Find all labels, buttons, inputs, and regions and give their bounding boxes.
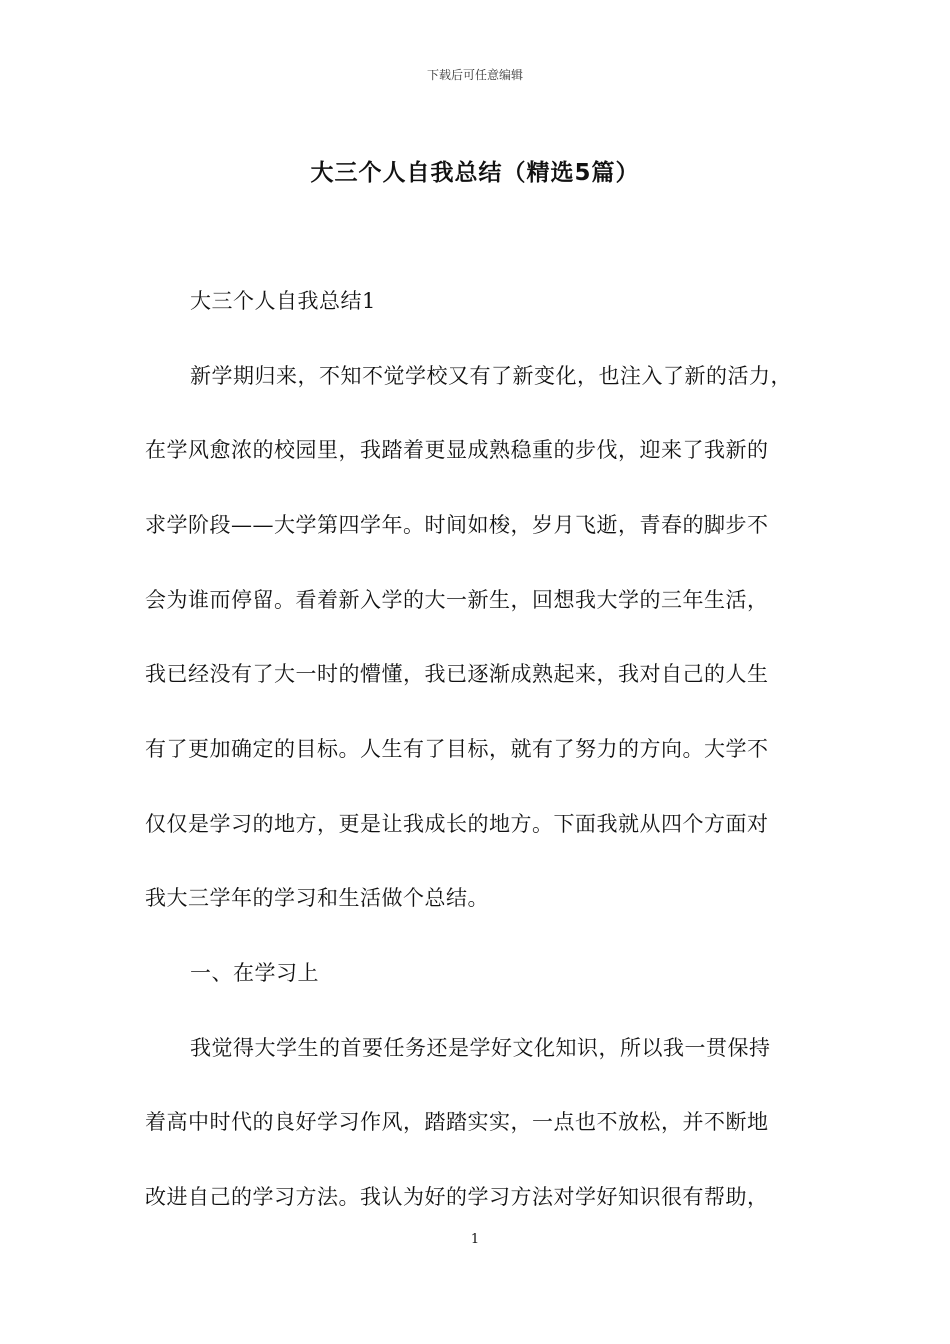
paragraph-line: 在学风愈浓的校园里，我踏着更显成熟稳重的步伐，迎来了我新的 xyxy=(145,438,769,462)
paragraph-line: 求学阶段——大学第四学年。时间如梭，岁月飞逝，青春的脚步不 xyxy=(145,513,769,537)
subsection-heading: 一、在学习上 xyxy=(190,961,319,985)
paragraph-line: 我已经没有了大一时的懵懂，我已逐渐成熟起来，我对自己的人生 xyxy=(145,662,769,686)
paragraph-line: 我觉得大学生的首要任务还是学好文化知识，所以我一贯保持 xyxy=(190,1036,771,1060)
paragraph-line: 仅仅是学习的地方，更是让我成长的地方。下面我就从四个方面对 xyxy=(145,812,769,836)
document-title: 大三个人自我总结（精选5篇） xyxy=(310,160,640,186)
paragraph-line: 着高中时代的良好学习作风，踏踏实实，一点也不放松，并不断地 xyxy=(145,1110,769,1134)
section-heading: 大三个人自我总结1 xyxy=(190,289,376,313)
paragraph-line: 会为谁而停留。看着新入学的大一新生，回想我大学的三年生活， xyxy=(145,588,769,612)
paragraph-line: 有了更加确定的目标。人生有了目标，就有了努力的方向。大学不 xyxy=(145,737,769,761)
paragraph-line: 新学期归来，不知不觉学校又有了新变化，也注入了新的活力， xyxy=(190,364,792,388)
header-note: 下载后可任意编辑 xyxy=(426,68,523,82)
paragraph-line: 我大三学年的学习和生活做个总结。 xyxy=(145,886,489,910)
paragraph-line: 改进自己的学习方法。我认为好的学习方法对学好知识很有帮助， xyxy=(145,1185,769,1209)
page-number: 1 xyxy=(470,1232,480,1247)
